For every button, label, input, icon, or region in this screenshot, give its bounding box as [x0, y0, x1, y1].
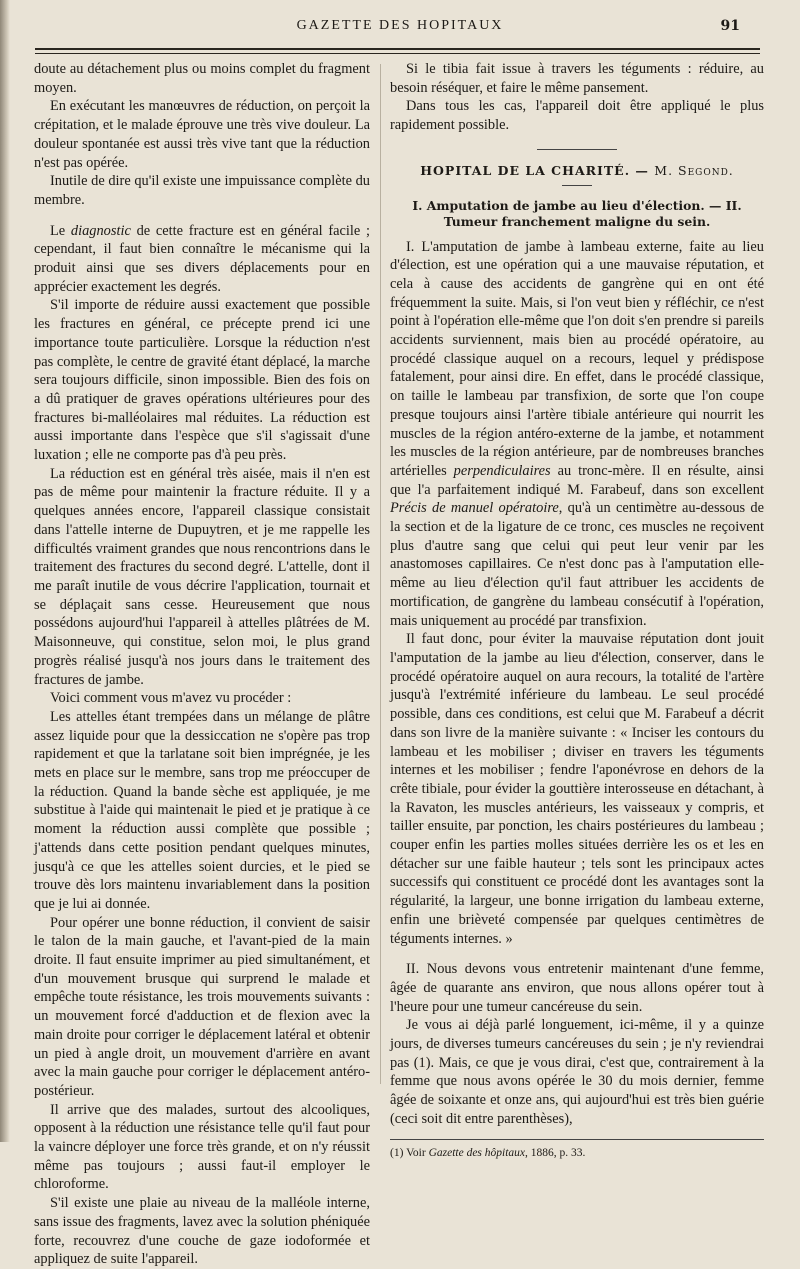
paragraph	[34, 465, 370, 689]
footnote-rest: , 1886, p. 33.	[525, 1146, 586, 1159]
journal-title: GAZETTE DES HOPITAUX	[296, 18, 504, 33]
paragraph	[34, 97, 370, 172]
section-heading-author: M. Segond.	[654, 162, 734, 178]
paragraph-text: Les attelles étant trempées dans un mélange de plâtre assez liquide pour que la dessiccation ne s'opère pas trop rapidement et que la tarlatane soit bien imprégnée, je les mets en place sur le membre, sans trop me préoccuper de la réduction. Quand la bande sèche est appliquée, je me substitue à l'aide qui maintenait le pied et je pratique à ce moment la réduction aussi complète que possible ; j'attends dans cette position pendant quelques minutes, jusqu'à ce que les attelles soient durcies, et le pied se trouve dès lors maintenu invariablement dans la position que je lui ai donnée.	[34, 708, 370, 912]
paragraph-text: S'il existe une plaie au niveau de la malléole interne, sans issue des fragments, lavez avec la solution phéniquée forte, recouvrez d'une couche de gaze iodoformée et appliquez de suite l'appareil.	[34, 1195, 370, 1268]
section-heading-title: HOPITAL DE LA CHARITÉ. —	[420, 162, 655, 178]
right-intro	[390, 60, 764, 135]
paragraph-text: Pour opérer une bonne réduction, il convient de saisir le talon de la main gauche, et l'avant-pied de la main droite. Il faut ensuite imprimer au pied simultanément, et d'un mouvement brusque qui surprend le malade et empêche toute résistance, les trois mouvements suivants : un mouvement forcé d'adduction et de flexion avec la main droite pour corriger le déplacement latéral et obtenir un pied à angle droit, un mouvement d'arrière en avant avec la main gauche pour corriger le déplacement antéro-postérieur.	[34, 914, 370, 1099]
section-heading	[390, 162, 764, 181]
paragraph	[390, 1016, 764, 1128]
paragraph-italic: Précis de manuel opératoire	[390, 500, 559, 517]
page-number: 91	[720, 18, 740, 34]
paragraph	[34, 689, 370, 708]
paragraph: Dans tous les cas, l'appareil doit être appliqué le plus rapidement possible.	[390, 98, 764, 134]
section-rule	[537, 149, 617, 150]
paragraph-text: I. L'amputation de jambe à lambeau externe, faite au lieu d'élection, est une opération qui a une mauvaise réputation, et cela à cause des accidents de gangrène qui en ont été fréquemment la suite. Mais, si l'on veut bien y réfléchir, ce n'est point à l'opération elle-même que l'on doit s'en prendre si pareils accidents surviennent, mais bien au procédé opératoire, au procédé classique auquel on a recours, lequel y prédispose fatalement, pour ainsi dire. En effet, dans le procédé classique, on taille le lambeau par transfixion, de sorte que l'on coupe presque toujours ainsi l'artère tibiale antérieure qui nourrit les muscles de la région antéro-externe de la jambe, et notamment les muscles de la région antérieure, par de nombreuses branches artérielles	[390, 238, 764, 479]
paragraph	[390, 238, 764, 631]
footnote-rule	[390, 1139, 764, 1140]
paragraph	[34, 222, 370, 297]
right-body	[390, 238, 764, 1129]
running-head	[0, 18, 800, 40]
paragraph	[34, 1194, 370, 1269]
paragraph	[34, 296, 370, 464]
paragraph	[34, 1101, 370, 1195]
paragraph: Si le tibia fait issue à travers les téguments : réduire, au besoin réséquer, et faire le même pansement.	[390, 61, 764, 96]
article-subheading: I. Amputation de jambe au lieu d'élection. — II. Tumeur franchement maligne du sein.	[412, 197, 742, 229]
paragraph-text: , qu'à un centimètre au-dessous de la section et de la ligature de ce tronc, ces muscles ne reçoivent plus d'autre sang que celui qui peut leur venir par les anastomoses capillaires. Ce n'est donc pas à l'amputation elle-même au lieu d'élection qu'il faut attribuer les accidents de mortification, de gangrène du lambeau consécutif à l'opération, mais uniquement au procédé par transfixion.	[390, 500, 764, 629]
left-column	[34, 60, 370, 1269]
paragraph	[34, 914, 370, 1101]
paragraph	[34, 60, 370, 97]
paragraph-text: La réduction est en général très aisée, mais il n'en est pas de même pour maintenir la fracture réduite. Il y a quelques années encore, l'appareil classique consistait dans l'attelle interne de Dupuytren, et je me rappelle les difficultés vraiment grandes que nous rencontrions dans le traitement des fractures du second degré. L'attelle, dont il me paraît inutile de vous décrire l'application, tournait et se déplaçait sans cesse. Heureusement que nous possédons aujourd'hui l'appareil à attelles plâtrées de M. Maisonneuve, qui constitue, selon moi, le plus grand progrès réalisé jusqu'à nos jours dans le traitement des fractures de jambe.	[34, 465, 370, 688]
column-divider	[380, 64, 381, 1084]
right-column	[390, 60, 764, 1161]
paragraph	[390, 960, 764, 1016]
heading-rule	[562, 185, 592, 186]
paragraph	[34, 708, 370, 914]
paragraph	[390, 630, 764, 948]
footnote-mark: (1) Voir	[390, 1146, 429, 1159]
paragraph-text: En exécutant les manœuvres de réduction, on perçoit la crépitation, et le malade éprouve une très vive douleur. La douleur spontanée est aussi très vive tant que la réduction n'est pas opérée.	[34, 98, 370, 171]
paragraph-text: S'il importe de réduire aussi exactement que possible les fractures en général, ce précepte prend ici une importance toute particulière. Lorsque la réduction n'est pas complète, le centre de gravité étant déplacé, la marche sera toujours difficile, sinon impossible. Bien des fois on a dû pratiquer de graves opérations ultérieures pour des fractures bi-malléolaires mal réduites. La réduction est aussi importante dans l'espèce que s'il s'agissait d'une luxation ; elle ne comporte pas d'à peu près.	[34, 297, 370, 464]
paragraph-italic: diagnostic	[70, 222, 131, 239]
paragraph-text: Je vous ai déjà parlé longuement, ici-même, il y a quinze jours, de diverses tumeurs cancéreuses du sein ; je n'y reviendrai pas (1). Mais, ce que je vous dirai, c'est que, contrairement à la femme que nous avons opérée le 30 du mois dernier, femme âgée de soixante et onze ans, qui aujourd'hui est très bien guérie (ceci soit dit entre parenthèses),	[390, 1017, 764, 1127]
paragraph-lead: Le	[50, 222, 71, 239]
footnote	[390, 1146, 764, 1161]
paragraph-text: Il faut donc, pour éviter la mauvaise réputation dont jouit l'amputation de la jambe au lieu d'élection, conserver, dans le procédé opératoire auquel on aura recours, la totalité de l'artère jusqu'à l'extrémité inférieure du lambeau. Le seul procédé possible, dans ces conditions, est celui que M. Farabeuf a décrit dans son livre de la manière suivante : « Inciser les contours du lambeau et les mobiliser ; diviser en travers les téguments internes et les mobiliser ; fendre l'aponévrose en dehors de la crête tibiale, pour évider la gouttière interosseuse en détachant, à la Ravaton, les muscles antérieurs, les vaisseaux y compris, et tailler ensuite, par ponction, les chairs postérieures du lambeau ; couper enfin les parties molles situées derrière les os et les en détacher sur une faible hauteur ; tels sont les principaux actes successifs qui constituent ce procédé dont les avantages sont la régularité, la largeur, une bonne irrigation du lambeau externe, enfin une brièveté compensée par quelques centimètres de téguments internes. »	[390, 631, 764, 947]
header-rule	[35, 48, 760, 54]
paragraph-text: II. Nous devons vous entretenir maintenant d'une femme, âgée de quarante ans environ, que nous allons opérer tout à l'heure pour une tumeur cancéreuse du sein.	[390, 961, 764, 1015]
paragraph-text: Voici comment vous m'avez vu procéder :	[50, 690, 292, 707]
footnote-source: Gazette des hôpitaux	[428, 1146, 526, 1159]
paragraph-text: au tronc-mère. Il en résulte, ainsi que l'a parfaitement indiqué M. Farabeuf, dans son excellent	[390, 462, 764, 498]
paragraph	[34, 172, 370, 209]
paragraph-text: doute au détachement plus ou moins complet du fragment moyen.	[34, 61, 370, 96]
binding-shadow	[0, 0, 10, 1142]
paragraph-text: Il arrive que des malades, surtout des alcooliques, opposent à la réduction une résistance telle qu'il faut pour la vaincre déployer une force très grande, et on n'y réussit même pas toujours ; aussi faut-il employer le chloroforme.	[34, 1101, 370, 1193]
paragraph-text: de cette fracture est en général facile ; cependant, il faut bien connaître le mécanisme qui la produit ainsi que ses divers déplacements pour en apprécier exactement les degrés.	[34, 222, 370, 295]
paragraph-text: Inutile de dire qu'il existe une impuissance complète du membre.	[34, 173, 370, 208]
paragraph-italic: perpendiculaires	[453, 462, 551, 479]
